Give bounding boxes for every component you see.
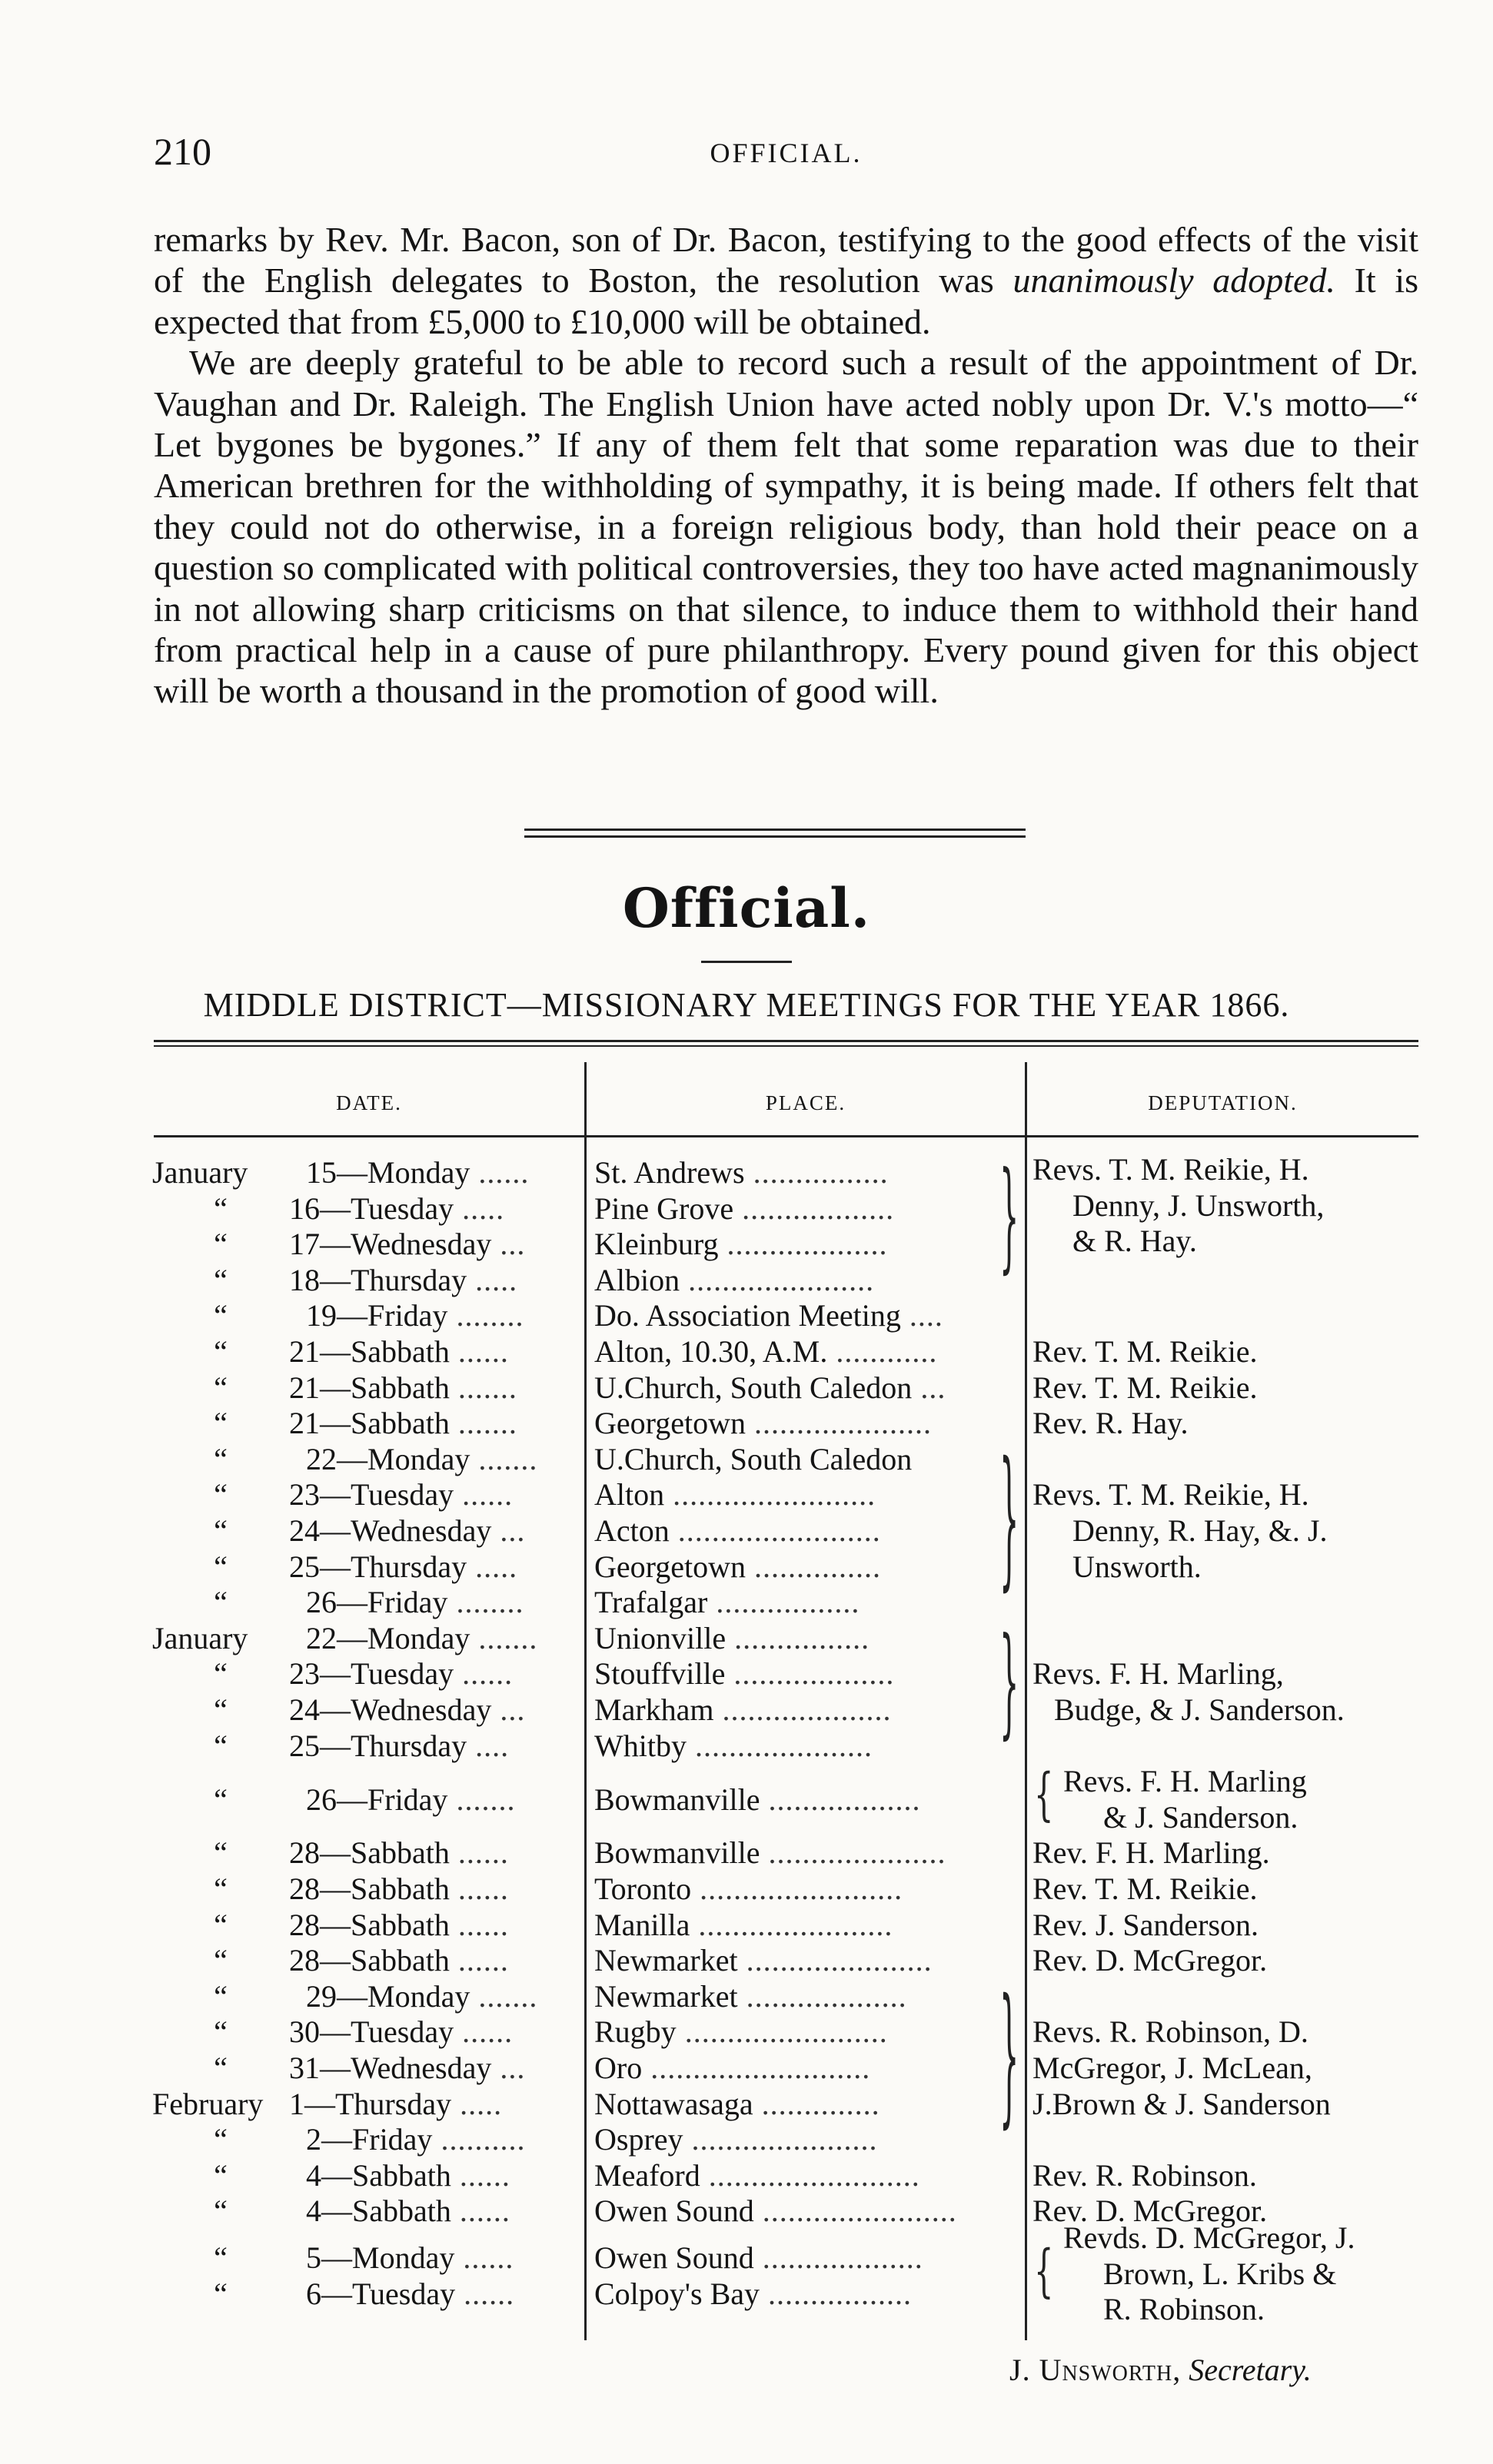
dot-leader: ...	[491, 1513, 526, 1548]
deputation-line: Rev. D. McGregor.	[1032, 2193, 1268, 2229]
day-label: 5—Monday	[306, 2240, 455, 2275]
deputation-entry	[1032, 1152, 1425, 1260]
date-column-header: DATE.	[336, 1091, 402, 1114]
dot-leader: .......	[449, 1406, 517, 1441]
place-name: Colpoy's Bay	[594, 2276, 760, 2311]
dot-leader: .....	[467, 1262, 518, 1297]
dot-leader: .....	[454, 1190, 505, 1226]
place-cell	[594, 2122, 878, 2158]
date-cell	[152, 1406, 517, 1442]
place-cell	[594, 2158, 920, 2194]
day-label: 19—Friday	[306, 1298, 448, 1333]
place-name: Pine Grove	[594, 1190, 734, 1226]
dot-leader: .......	[447, 1782, 516, 1818]
dot-leader: ......	[470, 1155, 530, 1190]
ditto-mark: “	[214, 1656, 228, 1692]
dot-leader: .......	[470, 1441, 538, 1476]
day-label: 22—Monday	[306, 1441, 471, 1476]
date-cell	[152, 1728, 509, 1765]
place-name: Markham	[594, 1692, 714, 1727]
place-name: Toronto	[594, 1871, 692, 1906]
ditto-mark: “	[214, 1513, 228, 1548]
deputation-line: & R. Hay.	[1072, 1224, 1197, 1259]
deputation-entry	[1032, 1477, 1425, 1585]
page-number: 210	[154, 130, 211, 173]
deputation-entry	[1032, 2158, 1425, 2194]
deputation-entry	[1032, 1370, 1425, 1406]
date-cell	[152, 1263, 517, 1299]
left-brace: {	[1034, 2239, 1054, 2305]
dot-leader: ...............	[746, 1549, 881, 1584]
signature-name: J. Unsworth,	[1009, 2353, 1182, 2387]
dot-leader: ...................	[753, 2240, 923, 2275]
place-name: Bowmanville	[594, 1782, 760, 1818]
deputation-entry	[1063, 2220, 1455, 2328]
place-cell	[594, 1943, 933, 1979]
running-head: OFFICIAL.	[710, 138, 863, 168]
place-column-header: PLACE.	[765, 1091, 846, 1114]
place-cell	[594, 2276, 912, 2313]
date-cell	[152, 1621, 537, 1657]
section-subtitle: MIDDLE DISTRICT—MISSIONARY MEETINGS FOR THE YEAR 1866.	[203, 986, 1290, 1024]
place-name: U.Church, South Caledon	[594, 1441, 913, 1476]
place-column	[594, 0, 1021, 2464]
place-name: Osprey	[594, 2122, 683, 2157]
ditto-mark: “	[214, 1943, 228, 1978]
place-name: St. Andrews	[594, 1155, 745, 1190]
dot-leader: .....	[467, 1549, 518, 1584]
place-name: Rugby	[594, 2014, 677, 2050]
dot-leader: .......	[470, 1620, 538, 1655]
place-name: Do. Association Meeting	[594, 1298, 901, 1333]
day-label: 24—Wednesday	[289, 1513, 492, 1548]
dot-leader: ...	[491, 2051, 526, 2085]
dot-leader: .................	[707, 1585, 860, 1620]
deputation-entry	[1032, 1656, 1425, 1728]
dot-leader: ......	[449, 1907, 509, 1942]
day-label: 6—Tuesday	[306, 2276, 456, 2311]
deputation-entry	[1032, 1908, 1425, 1944]
signature	[1009, 2352, 1312, 2388]
day-label: 1—Thursday	[289, 2086, 452, 2121]
date-cell	[152, 1692, 525, 1728]
place-name: Stouffville	[594, 1656, 726, 1692]
ditto-mark: “	[214, 2276, 228, 2311]
place-cell	[594, 1656, 894, 1692]
dot-leader: ...................	[737, 1978, 907, 2014]
dot-leader: ..............	[753, 2086, 880, 2121]
dot-leader: ......	[455, 2276, 515, 2311]
right-brace: }	[999, 1615, 1019, 1752]
dot-leader: ....	[467, 1728, 510, 1763]
deputation-entry	[1032, 1835, 1425, 1871]
day-label: 4—Sabbath	[306, 2157, 451, 2193]
place-cell	[594, 1908, 893, 1944]
dot-leader: ................	[726, 1620, 870, 1655]
ditto-mark: “	[214, 1692, 228, 1727]
place-name: Trafalgar	[594, 1585, 708, 1620]
ditto-mark: “	[214, 1835, 228, 1871]
dot-leader: .........................	[700, 2157, 920, 2193]
place-cell	[594, 2014, 888, 2051]
place-cell	[594, 1477, 876, 1513]
ditto-mark: “	[214, 1477, 228, 1513]
deputation-line: Rev. R. Hay.	[1032, 1406, 1189, 1441]
dot-leader: ......	[449, 1943, 509, 1978]
dot-leader: ........	[447, 1298, 524, 1333]
place-cell	[594, 1442, 912, 1478]
deputation-line: Denny, J. Unsworth,	[1072, 1187, 1325, 1223]
dot-leader: .................	[760, 2276, 912, 2311]
day-label: 4—Sabbath	[306, 2193, 451, 2229]
date-cell	[152, 1513, 525, 1549]
deputation-line: Budge, & J. Sanderson.	[1054, 1692, 1345, 1727]
place-name: Nottawasaga	[594, 2086, 753, 2121]
right-brace: }	[999, 1971, 1019, 2144]
place-name: Manilla	[594, 1907, 690, 1942]
dot-leader: ......................	[737, 1943, 933, 1978]
date-cell	[152, 1764, 515, 1835]
date-cell	[152, 2240, 514, 2276]
place-name: Unionville	[594, 1620, 727, 1655]
deputation-line: Rev. T. M. Reikie.	[1032, 1871, 1258, 1906]
ditto-mark: “	[214, 1585, 228, 1620]
month-name: February	[152, 2086, 264, 2121]
day-label: 24—Wednesday	[289, 1692, 492, 1727]
date-cell	[152, 2193, 510, 2230]
deputation-line: Revs. R. Robinson, D.	[1032, 2014, 1308, 2050]
day-label: 16—Tuesday	[289, 1190, 454, 1226]
ditto-mark: “	[214, 1227, 228, 1262]
deputation-entry	[1032, 1334, 1425, 1370]
place-name: Albion	[594, 1262, 680, 1297]
day-label: 28—Sabbath	[289, 1871, 450, 1906]
deputation-line: Rev. J. Sanderson.	[1032, 1907, 1259, 1942]
ditto-mark: “	[214, 2157, 228, 2193]
day-label: 25—Thursday	[289, 1728, 467, 1763]
place-name: Georgetown	[594, 1406, 746, 1441]
dot-leader: ...................	[725, 1656, 895, 1692]
deputation-line: Rev. T. M. Reikie.	[1032, 1370, 1258, 1405]
place-name: Georgetown	[594, 1549, 746, 1584]
date-cell	[152, 1908, 509, 1944]
ditto-mark: “	[214, 2122, 228, 2157]
deputation-line: Revs. T. M. Reikie, H.	[1032, 1152, 1309, 1187]
ditto-mark: “	[214, 1782, 228, 1818]
paragraph-1-emphasis: unanimously adopted.	[1013, 261, 1335, 301]
place-name: Alton	[594, 1477, 665, 1513]
deputation-line: Denny, R. Hay, &. J.	[1072, 1513, 1328, 1548]
day-label: 28—Sabbath	[289, 1907, 450, 1942]
dot-leader: .......................	[753, 2193, 957, 2229]
dot-leader: ......	[451, 2157, 510, 2193]
dot-leader: ........................	[676, 2014, 888, 2050]
right-brace: }	[999, 1433, 1019, 1607]
place-name: Bowmanville	[594, 1835, 760, 1871]
place-cell	[594, 1549, 881, 1586]
paragraph-1-text-b: It is expected that from £5,000 to £10,000 will be obtained.	[154, 261, 1419, 341]
ditto-mark: “	[214, 1370, 228, 1405]
place-cell	[594, 1764, 921, 1835]
day-label: 31—Wednesday	[289, 2051, 492, 2085]
paragraph-1-text-a: remarks by Rev. Mr. Bacon, son of Dr. Bacon, testifying to the good effects of the visit of the English delegates to Boston, the resolution was	[154, 220, 1418, 301]
place-name: Owen Sound	[594, 2193, 754, 2229]
date-cell	[152, 2014, 513, 2051]
dot-leader: ....	[900, 1298, 943, 1333]
day-label: 28—Sabbath	[289, 1943, 450, 1978]
deputation-line: Unsworth.	[1072, 1549, 1202, 1584]
date-cell	[152, 1191, 504, 1227]
place-cell	[594, 1621, 870, 1657]
place-cell	[594, 1227, 887, 1263]
dot-leader: .....................	[746, 1406, 932, 1441]
dot-leader: ....................	[713, 1692, 892, 1727]
dot-leader: ..........................	[642, 2051, 871, 2085]
ditto-mark: “	[214, 1262, 228, 1297]
place-cell	[594, 2193, 957, 2230]
date-column	[152, 0, 587, 2464]
deputation-line: Brown, L. Kribs &	[1103, 2256, 1337, 2291]
place-name: Whitby	[594, 1728, 687, 1763]
dot-leader: .......	[449, 1370, 517, 1405]
deputation-line: McGregor, J. McLean,	[1032, 2050, 1312, 2085]
dot-leader: ............	[827, 1334, 938, 1369]
dot-leader: ......	[454, 2240, 514, 2275]
day-label: 23—Tuesday	[289, 1656, 454, 1692]
deputation-line: Rev. D. McGregor.	[1032, 1943, 1268, 1978]
dot-leader: ......	[449, 1871, 509, 1906]
date-cell	[152, 1835, 509, 1871]
dot-leader: ..........	[432, 2122, 526, 2157]
place-name: Owen Sound	[594, 2240, 754, 2275]
right-brace: }	[999, 1149, 1019, 1287]
dot-leader: ......	[451, 2193, 510, 2229]
day-label: 2—Friday	[306, 2122, 433, 2157]
dot-leader: ...	[912, 1370, 946, 1405]
column-divider-2	[1025, 1062, 1027, 2340]
deputation-column-header: DEPUTATION.	[1148, 1091, 1298, 1114]
dot-leader: .......	[470, 1978, 538, 2014]
day-label: 26—Friday	[306, 1585, 448, 1620]
date-cell	[152, 1656, 513, 1692]
deputation-line: R. Robinson.	[1103, 2292, 1265, 2327]
place-cell	[594, 2087, 880, 2123]
ditto-mark: “	[214, 2014, 228, 2050]
ditto-mark: “	[214, 1549, 228, 1584]
dot-leader: ...................	[718, 1227, 888, 1262]
place-cell	[594, 2240, 923, 2276]
deputation-entry	[1032, 1943, 1425, 1979]
date-cell	[152, 2051, 525, 2087]
place-cell	[594, 2051, 870, 2087]
dot-leader: ......................	[683, 2122, 878, 2157]
deputation-line: J.Brown & J. Sanderson	[1032, 2086, 1331, 2121]
date-cell	[152, 2276, 514, 2313]
place-name: Meaford	[594, 2157, 700, 2193]
day-label: 28—Sabbath	[289, 1835, 450, 1871]
place-cell	[594, 1835, 946, 1871]
place-cell	[594, 1871, 903, 1908]
ditto-mark: “	[214, 1406, 228, 1441]
place-cell	[594, 1263, 874, 1299]
date-cell	[152, 1943, 509, 1979]
place-cell	[594, 1334, 937, 1370]
ditto-mark: “	[214, 1441, 228, 1476]
date-cell	[152, 1979, 537, 2015]
deputation-line: Revs. F. H. Marling,	[1032, 1656, 1284, 1692]
place-name: Newmarket	[594, 1943, 738, 1978]
place-name: Kleinburg	[594, 1227, 719, 1262]
dot-leader: ................	[744, 1155, 889, 1190]
day-label: 30—Tuesday	[289, 2014, 454, 2050]
date-cell	[152, 1549, 517, 1586]
date-cell	[152, 1298, 524, 1334]
dot-leader: ...	[491, 1692, 526, 1727]
day-label: 21—Sabbath	[289, 1334, 450, 1369]
date-cell	[152, 1477, 513, 1513]
date-cell	[152, 1442, 537, 1478]
date-cell	[152, 2087, 502, 2123]
dot-leader: ........	[447, 1585, 524, 1620]
place-cell	[594, 1370, 946, 1406]
signature-title: Secretary.	[1189, 2353, 1312, 2387]
day-label: 26—Friday	[306, 1782, 448, 1818]
date-cell	[152, 2122, 525, 2158]
deputation-line: Rev. F. H. Marling.	[1032, 1835, 1270, 1871]
day-label: 21—Sabbath	[289, 1406, 450, 1441]
place-cell	[594, 1979, 907, 2015]
date-cell	[152, 1155, 529, 1191]
day-label: 25—Thursday	[289, 1549, 467, 1584]
ditto-mark: “	[214, 2193, 228, 2229]
ditto-mark: “	[214, 1190, 228, 1226]
deputation-line: Rev. T. M. Reikie.	[1032, 1334, 1258, 1369]
deputation-entry	[1032, 2014, 1425, 2122]
ditto-mark: “	[214, 1334, 228, 1369]
ditto-mark: “	[214, 2240, 228, 2275]
place-name: U.Church, South Caledon	[594, 1370, 913, 1405]
day-label: 18—Thursday	[289, 1262, 467, 1297]
left-brace: {	[1034, 1762, 1054, 1828]
day-label: 15—Monday	[306, 1155, 471, 1190]
place-cell	[594, 1513, 881, 1549]
place-name: Acton	[594, 1513, 670, 1548]
month-name: January	[152, 1620, 248, 1655]
place-cell	[594, 1298, 943, 1334]
dot-leader: ........................	[691, 1871, 903, 1906]
place-cell	[594, 1406, 932, 1442]
ditto-mark: “	[214, 1871, 228, 1906]
dot-leader: ......	[454, 1477, 514, 1513]
deputation-line: Revs. T. M. Reikie, H.	[1032, 1477, 1309, 1513]
dot-leader: ..................	[760, 1782, 921, 1818]
dot-leader: ......	[454, 1656, 514, 1692]
place-cell	[594, 1155, 889, 1191]
day-label: 23—Tuesday	[289, 1477, 454, 1513]
dot-leader: ......	[449, 1835, 509, 1871]
place-name: Oro	[594, 2051, 643, 2085]
deputation-line: Revds. D. McGregor, J.	[1063, 2220, 1355, 2255]
place-name: Newmarket	[594, 1978, 738, 2014]
date-cell	[152, 1334, 509, 1370]
day-label: 22—Monday	[306, 1620, 471, 1655]
ditto-mark: “	[214, 1728, 228, 1763]
deputation-line: & J. Sanderson.	[1103, 1799, 1298, 1835]
place-cell	[594, 1585, 860, 1621]
deputation-line: Rev. R. Robinson.	[1032, 2157, 1257, 2193]
deputation-entry	[1032, 1871, 1425, 1908]
ditto-mark: “	[214, 1907, 228, 1942]
place-cell	[594, 1191, 894, 1227]
dot-leader: .....................	[760, 1835, 946, 1871]
ditto-mark: “	[214, 1298, 228, 1333]
deputation-line: Revs. F. H. Marling	[1063, 1764, 1307, 1799]
deputation-entry	[1032, 1406, 1425, 1442]
dot-leader: .....................	[686, 1728, 873, 1763]
dot-leader: .....	[451, 2086, 503, 2121]
dot-leader: ........................	[669, 1513, 881, 1548]
ditto-mark: “	[214, 1978, 228, 2014]
date-cell	[152, 1871, 509, 1908]
place-cell	[594, 1728, 873, 1765]
day-label: 17—Wednesday	[289, 1227, 492, 1262]
dot-leader: ...	[491, 1227, 526, 1262]
date-cell	[152, 1585, 524, 1621]
date-cell	[152, 1227, 525, 1263]
section-title: Official.	[622, 876, 871, 940]
place-cell	[594, 1692, 892, 1728]
day-label: 21—Sabbath	[289, 1370, 450, 1405]
dot-leader: ........................	[664, 1477, 876, 1513]
place-name: Alton, 10.30, A.M.	[594, 1334, 828, 1369]
dot-leader: ......	[449, 1334, 509, 1369]
dot-leader: .......................	[690, 1907, 893, 1942]
day-label: 29—Monday	[306, 1978, 471, 2014]
month-name: January	[152, 1155, 248, 1190]
dot-leader: ......	[454, 2014, 514, 2050]
dot-leader: ..................	[733, 1190, 895, 1226]
dot-leader: ......................	[680, 1262, 875, 1297]
ditto-mark: “	[214, 2051, 228, 2085]
date-cell	[152, 2158, 510, 2194]
deputation-entry	[1063, 1764, 1455, 1835]
date-cell	[152, 1370, 517, 1406]
paragraph-2: We are deeply grateful to be able to record such a result of the appointment of Dr. Vaughan and Dr. Raleigh. The English Union have acted nobly upon Dr. V.'s motto—“ Let bygones be bygones.” If any of them felt that some reparation was due to their American brethren for the withholding of sympathy, it is being made. If others felt that they could not do otherwise, in a foreign religious body, than hold their peace on a question so complicated with political controversies, they too have acted magnanimously in not allowing sharp criticisms on that silence, to induce them to withhold their hand from practical help in a cause of pure philanthropy. Every pound given for this object will be worth a thousand in the promotion of good will.	[154, 343, 1418, 711]
